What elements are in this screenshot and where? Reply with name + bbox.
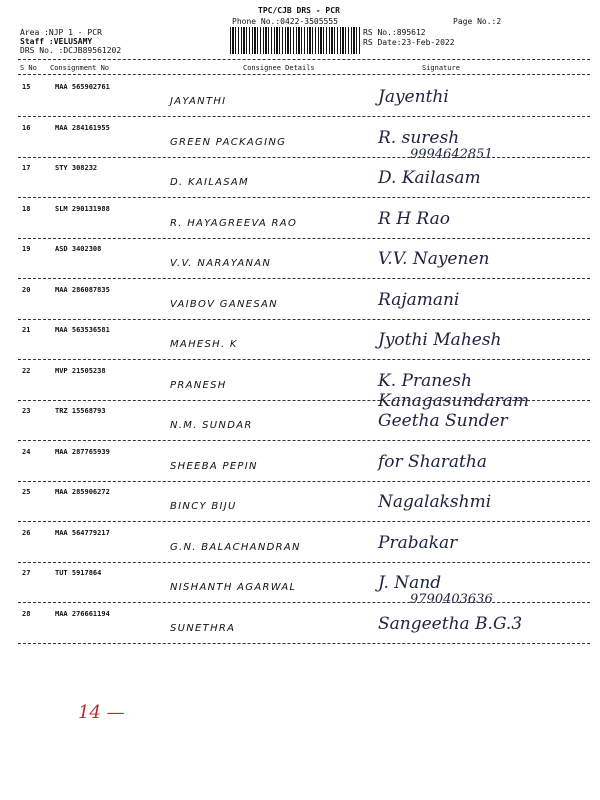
row-divider bbox=[18, 643, 590, 644]
row-sno: 18 bbox=[22, 204, 31, 213]
col-signature: Signature bbox=[422, 64, 460, 72]
row-signature: Jayenthi bbox=[378, 87, 449, 107]
table-row bbox=[0, 159, 600, 199]
rs-date: RS Date:23-Feb-2022 bbox=[363, 38, 455, 47]
row-consignment-no: TUT 5917864 bbox=[55, 569, 102, 577]
row-sno: 20 bbox=[22, 285, 31, 294]
row-consignment-no: ASD 3402308 bbox=[55, 245, 102, 253]
row-divider bbox=[18, 521, 590, 522]
row-consignee-name: JAYANTHI bbox=[170, 96, 227, 107]
row-signature: Nagalakshmi bbox=[378, 492, 492, 512]
row-divider bbox=[18, 319, 590, 320]
table-row bbox=[0, 483, 600, 523]
row-signature: Sangeetha B.G.3 bbox=[378, 613, 523, 634]
row-consignment-no: MAA 276661194 bbox=[55, 609, 110, 618]
row-consignee-name: PRANESH bbox=[170, 379, 227, 391]
phone-number: Phone No.:0422-3505555 bbox=[232, 17, 338, 26]
col-consignment: Consignment No bbox=[50, 64, 110, 72]
row-signature-note: 9994642851 bbox=[410, 146, 493, 162]
row-signature: R H Rao bbox=[378, 208, 450, 229]
row-sno: 23 bbox=[22, 407, 31, 415]
table-row bbox=[0, 200, 600, 240]
row-consignment-no: MAA 565902761 bbox=[55, 83, 110, 91]
row-signature: R. suresh bbox=[378, 127, 460, 148]
table-row bbox=[0, 240, 600, 280]
divider bbox=[18, 59, 590, 60]
col-consignee: Consignee Details bbox=[243, 64, 315, 72]
row-consignee-name: SHEEBA PEPIN bbox=[170, 460, 258, 472]
row-consignee-name: R. HAYAGREEVA RAO bbox=[170, 217, 298, 229]
row-consignee-name: GREEN PACKAGING bbox=[170, 136, 287, 148]
divider bbox=[18, 74, 590, 75]
col-sno: S No bbox=[20, 64, 37, 72]
table-row bbox=[0, 119, 600, 162]
row-divider bbox=[18, 602, 590, 603]
row-signature: J. Nand bbox=[378, 573, 442, 593]
row-signature: Jyothi Mahesh bbox=[378, 330, 502, 350]
row-consignment-no: TRZ 15568793 bbox=[55, 407, 106, 415]
row-signature: K. Pranesh Kanagasundaram bbox=[378, 370, 529, 411]
row-consignee-name: NISHANTH AGARWAL bbox=[170, 582, 297, 593]
table-row bbox=[0, 402, 600, 442]
row-consignee-name: D. KAILASAM bbox=[170, 177, 249, 188]
area-field: Area :NJP 1 - PCR bbox=[20, 28, 102, 37]
row-divider bbox=[18, 116, 590, 117]
row-signature: for Sharatha bbox=[378, 451, 487, 472]
row-consignment-no: MAA 564779217 bbox=[55, 528, 110, 537]
rs-number: RS No.:895612 bbox=[363, 28, 426, 37]
row-sno: 15 bbox=[22, 83, 31, 91]
row-consignee-name: V.V. NARAYANAN bbox=[170, 258, 272, 269]
row-divider bbox=[18, 238, 590, 239]
row-sno: 19 bbox=[22, 245, 31, 253]
row-sno: 24 bbox=[22, 447, 31, 456]
row-sno: 16 bbox=[22, 123, 31, 132]
row-signature: Geetha Sunder bbox=[378, 411, 508, 431]
row-consignment-no: MAA 286087835 bbox=[55, 285, 110, 294]
row-sno: 26 bbox=[22, 528, 31, 537]
row-sno: 21 bbox=[22, 326, 31, 334]
row-consignee-name: SUNETHRA bbox=[170, 622, 236, 634]
barcode bbox=[230, 27, 362, 54]
row-divider bbox=[18, 197, 590, 198]
staff-field: Staff :VELUSAMY bbox=[20, 37, 93, 46]
row-consignment-no: MAA 287765939 bbox=[55, 447, 110, 456]
row-signature-note: 9790403636 bbox=[410, 592, 493, 607]
table-row bbox=[0, 564, 600, 607]
drs-number: DRS No. :DCJB89561202 bbox=[20, 46, 122, 55]
table-row bbox=[0, 443, 600, 483]
row-consignment-no: MAA 563536581 bbox=[55, 326, 110, 334]
row-divider bbox=[18, 359, 590, 360]
table-row bbox=[0, 605, 600, 645]
row-consignee-name: G.N. BALACHANDRAN bbox=[170, 541, 301, 553]
row-divider bbox=[18, 481, 590, 482]
document-title: TPC/CJB DRS - PCR bbox=[258, 6, 340, 15]
row-sno: 28 bbox=[22, 609, 31, 618]
row-consignee-name: MAHESH. K bbox=[170, 339, 238, 350]
row-consignee-name: BINCY BIJU bbox=[170, 501, 237, 512]
row-divider bbox=[18, 278, 590, 279]
row-signature: D. Kailasam bbox=[378, 168, 481, 188]
row-consignee-name: VAIBOV GANESAN bbox=[170, 298, 278, 310]
row-consignment-no: MAA 285906272 bbox=[55, 488, 110, 496]
row-signature: Prabakar bbox=[378, 532, 458, 553]
table-row bbox=[0, 78, 600, 118]
row-signature: V.V. Nayenen bbox=[378, 249, 490, 269]
handwritten-count: 14 — bbox=[78, 702, 125, 723]
row-divider bbox=[18, 157, 590, 158]
row-sno: 17 bbox=[22, 164, 31, 172]
row-divider bbox=[18, 400, 590, 401]
row-divider bbox=[18, 440, 590, 441]
row-signature: Rajamani bbox=[378, 289, 460, 310]
row-sno: 27 bbox=[22, 569, 31, 577]
row-consignment-no: STY 308232 bbox=[55, 164, 98, 172]
row-consignee-name: N.M. SUNDAR bbox=[170, 420, 253, 431]
table-row bbox=[0, 281, 600, 321]
row-divider bbox=[18, 562, 590, 563]
page-number: Page No.:2 bbox=[453, 17, 502, 26]
row-sno: 22 bbox=[22, 366, 31, 375]
row-sno: 25 bbox=[22, 488, 31, 496]
row-consignment-no: MAA 284161955 bbox=[55, 123, 110, 132]
table-row bbox=[0, 524, 600, 564]
row-consignment-no: SLM 290131988 bbox=[55, 204, 110, 213]
row-consignment-no: MVP 21505238 bbox=[55, 366, 106, 375]
table-row bbox=[0, 321, 600, 361]
